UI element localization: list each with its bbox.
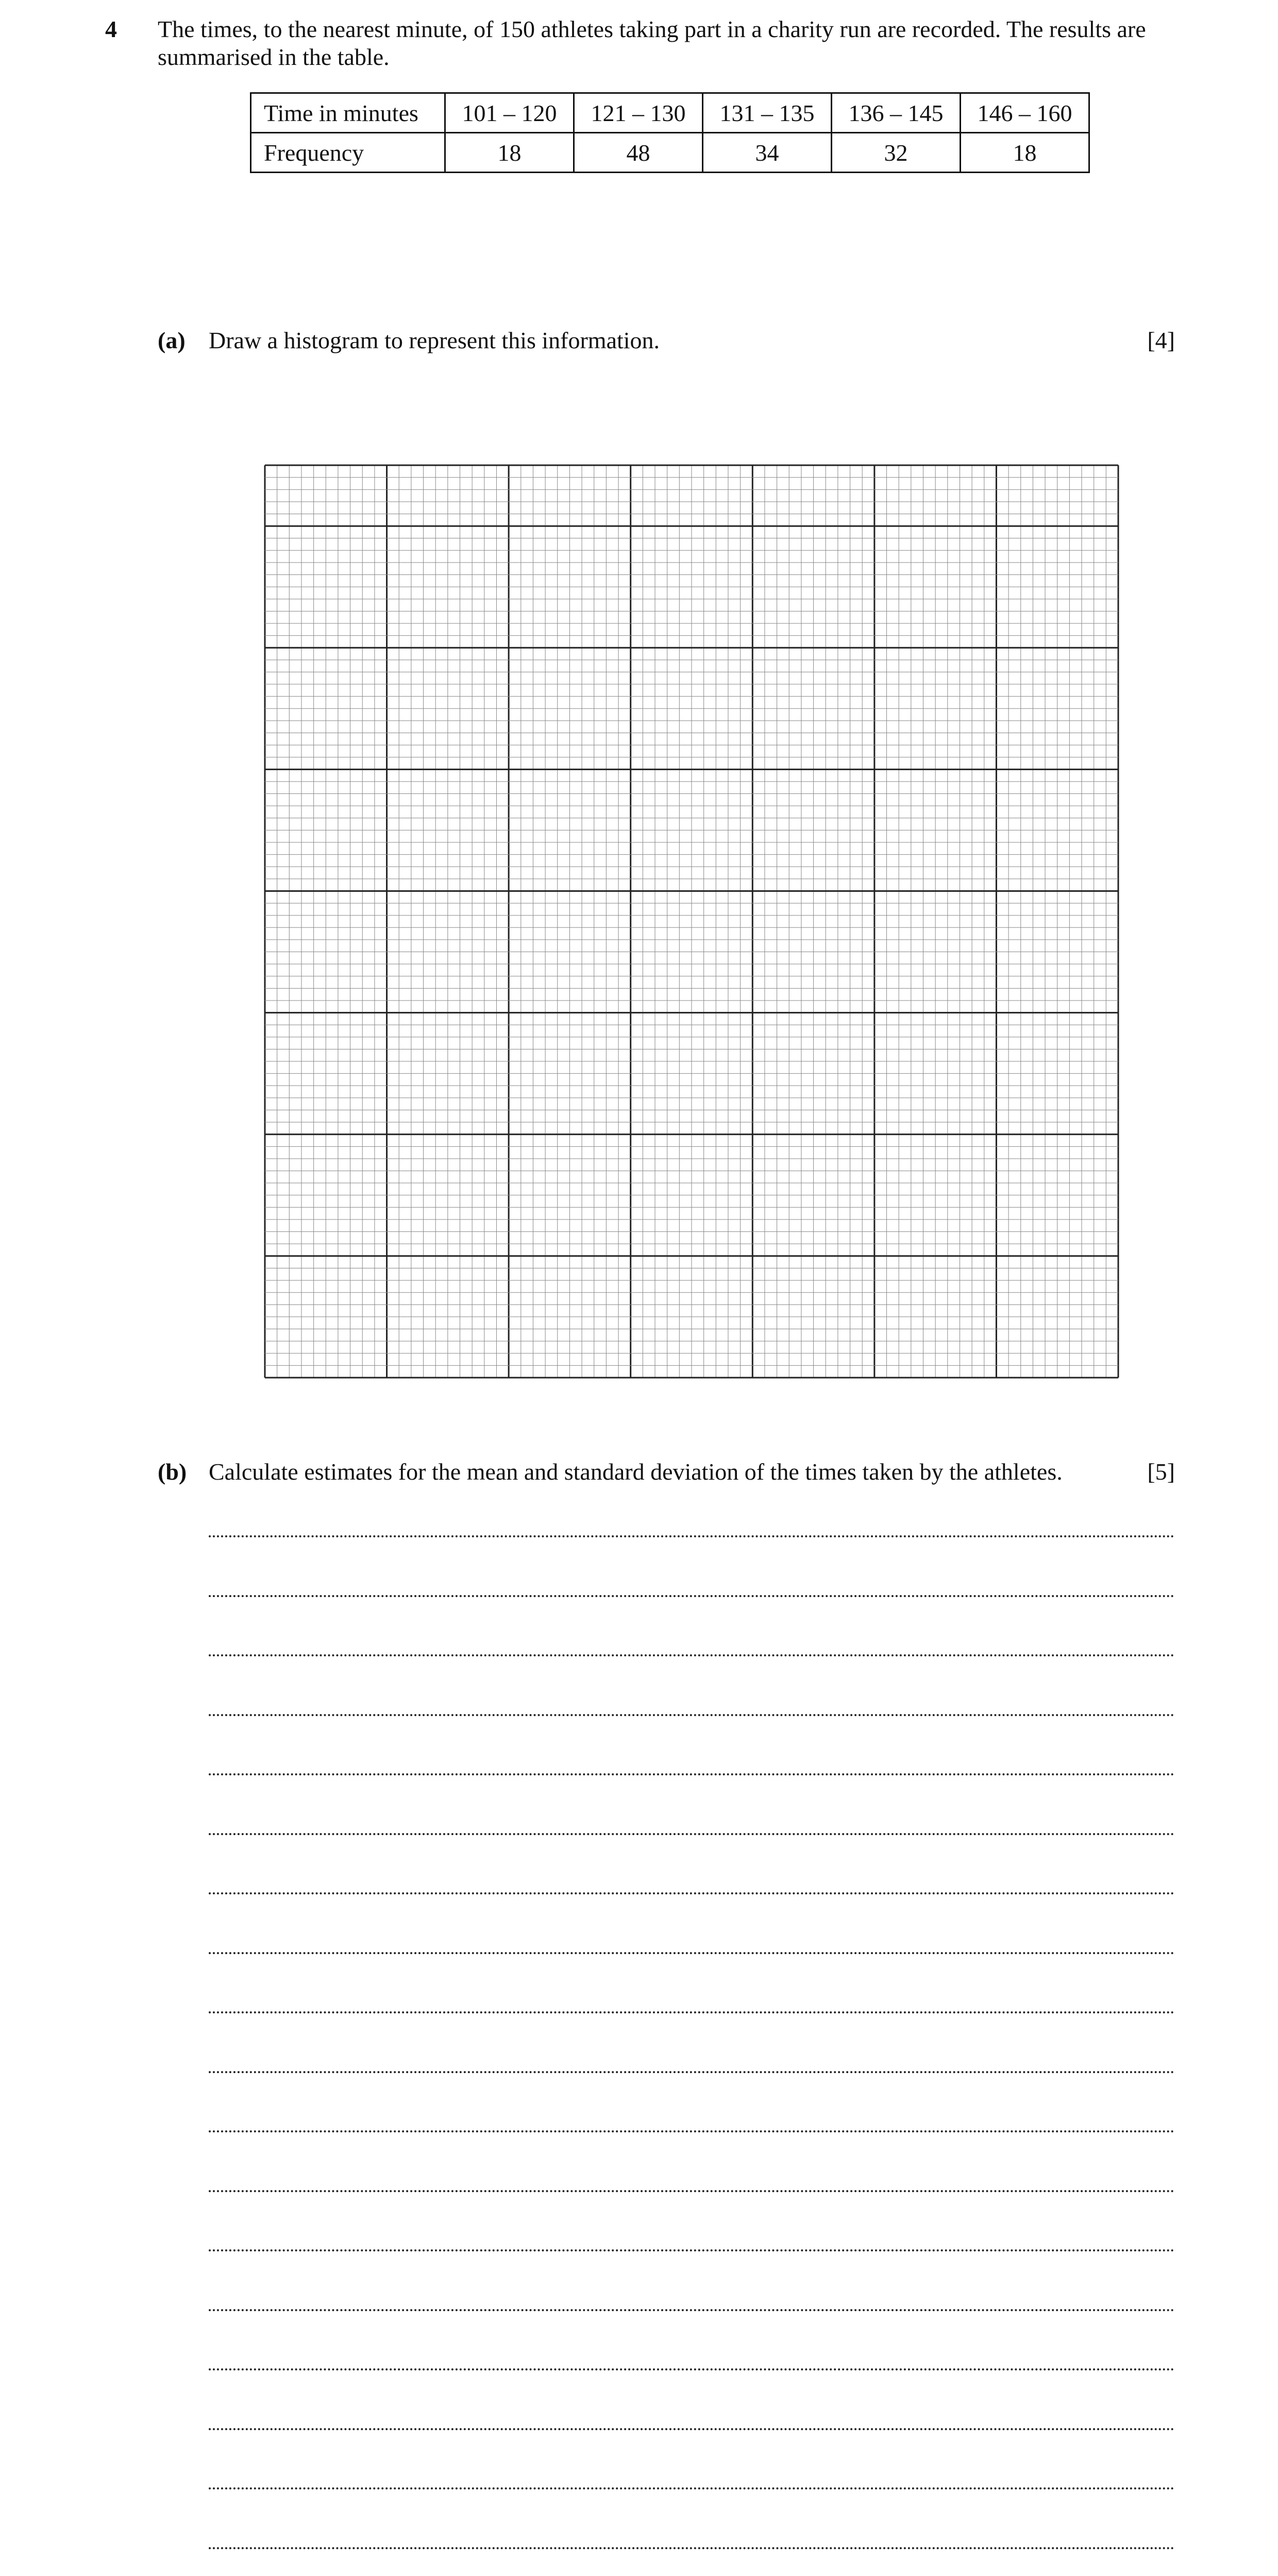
interval-cell: 146 – 160 bbox=[961, 93, 1089, 133]
part-b-marks: [5] bbox=[1147, 1459, 1175, 1485]
interval-cell: 131 – 135 bbox=[703, 93, 832, 133]
answer-line[interactable] bbox=[209, 2547, 1174, 2549]
part-a-label: (a) bbox=[158, 327, 186, 353]
answer-line[interactable] bbox=[209, 1714, 1174, 1716]
part-b-text: Calculate estimates for the mean and standard deviation of the times taken by the athletes. bbox=[209, 1459, 1063, 1485]
answer-line[interactable] bbox=[209, 2368, 1174, 2370]
graph-paper-grid[interactable] bbox=[264, 464, 1119, 1379]
answer-line[interactable] bbox=[209, 2071, 1174, 2073]
frequency-cell: 34 bbox=[703, 133, 832, 173]
answer-line[interactable] bbox=[209, 2130, 1174, 2132]
answer-line[interactable] bbox=[209, 1654, 1174, 1656]
frequency-cell: 18 bbox=[961, 133, 1089, 173]
answer-line[interactable] bbox=[209, 2309, 1174, 2311]
answer-line[interactable] bbox=[209, 2011, 1174, 2013]
frequency-cell: 32 bbox=[832, 133, 961, 173]
answer-line[interactable] bbox=[209, 1833, 1174, 1835]
answer-line[interactable] bbox=[209, 1773, 1174, 1775]
answer-line[interactable] bbox=[209, 2487, 1174, 2489]
table-row bbox=[251, 93, 1089, 133]
interval-cell: 136 – 145 bbox=[832, 93, 961, 133]
answer-line[interactable] bbox=[209, 1892, 1174, 1894]
question-number: 4 bbox=[105, 16, 117, 42]
answer-line[interactable] bbox=[209, 2428, 1174, 2430]
answer-line[interactable] bbox=[209, 2249, 1174, 2251]
answer-line[interactable] bbox=[209, 1595, 1174, 1597]
answer-line[interactable] bbox=[209, 1952, 1174, 1954]
answer-line[interactable] bbox=[209, 2190, 1174, 2192]
part-a-text: Draw a histogram to represent this information. bbox=[209, 327, 660, 353]
question-intro: The times, to the nearest minute, of 150 athletes taking part in a charity run are recorded. The results are summarised in the table. bbox=[158, 16, 1146, 70]
part-b-label: (b) bbox=[158, 1459, 187, 1485]
answer-line[interactable] bbox=[209, 1535, 1174, 1537]
frequency-cell: 18 bbox=[445, 133, 574, 173]
row-header-frequency: Frequency bbox=[251, 133, 445, 173]
interval-cell: 121 – 130 bbox=[574, 93, 703, 133]
table-row bbox=[251, 133, 1089, 173]
interval-cell: 101 – 120 bbox=[445, 93, 574, 133]
frequency-table bbox=[250, 92, 1090, 173]
part-a-marks: [4] bbox=[1147, 327, 1175, 353]
row-header-time: Time in minutes bbox=[251, 93, 445, 133]
frequency-cell: 48 bbox=[574, 133, 703, 173]
